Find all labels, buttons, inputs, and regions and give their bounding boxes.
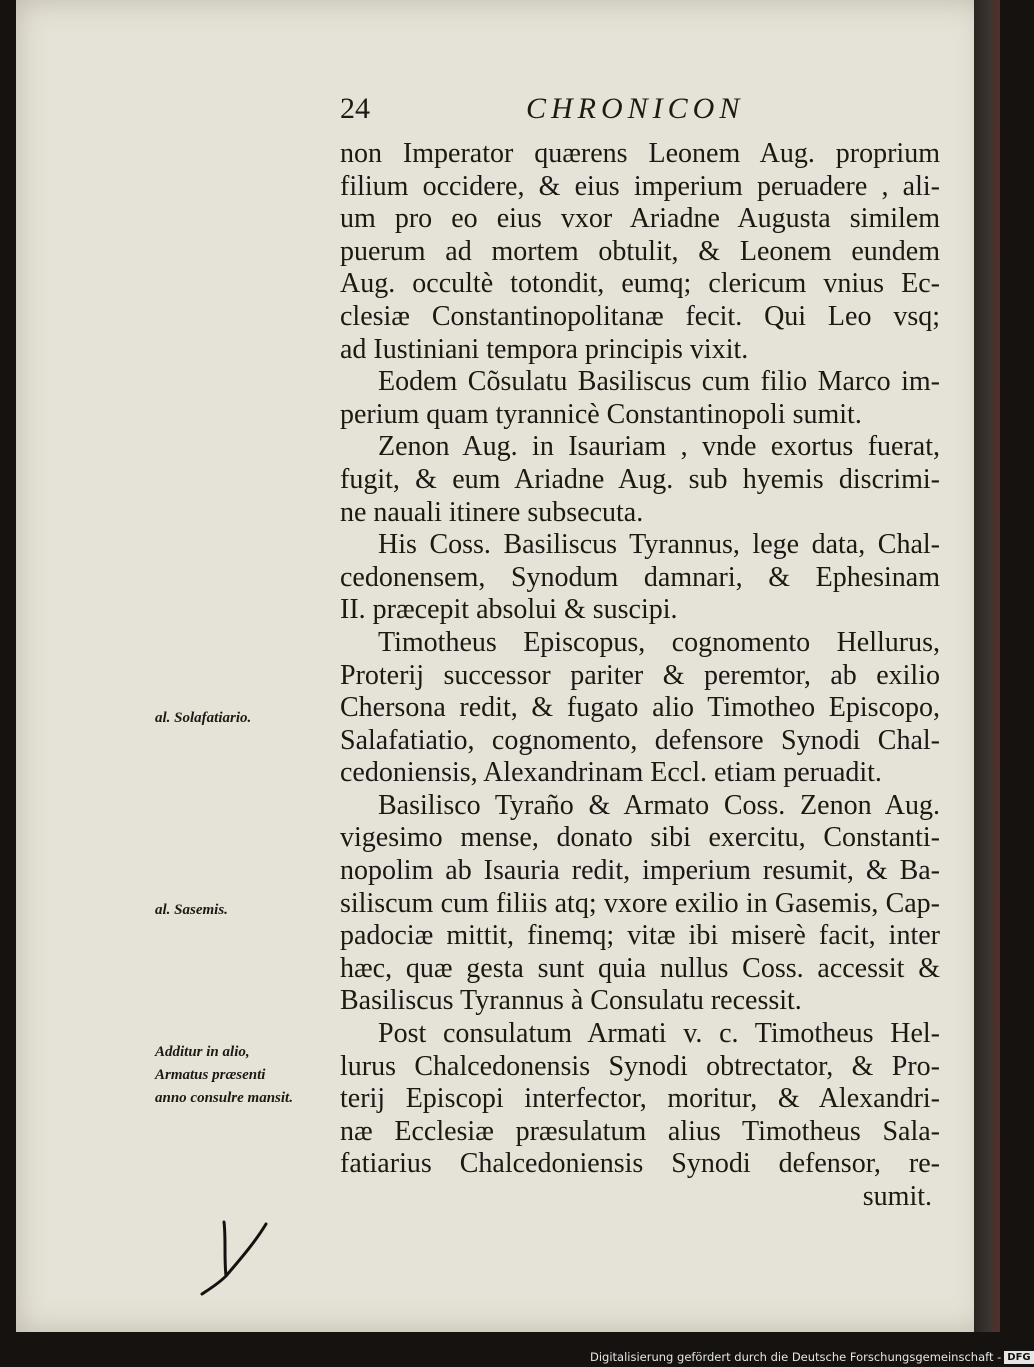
text-line: His Coss. Basiliscus Tyrannus, lege data, Chal- — [378, 529, 940, 561]
dfg-logo: DFG — [1004, 1351, 1033, 1364]
text-line: fugit, & eum Ariadne Aug. sub hyemis discrimi- — [340, 463, 940, 495]
text-line: ad Iustiniani tempora principis vixit. — [340, 333, 749, 365]
digitization-footer — [590, 1348, 1031, 1367]
margin-note: al. Solafatiario. — [155, 710, 252, 726]
text-line: ne nauali itinere subsecuta. — [340, 496, 644, 528]
text-line: lurus Chalcedonensis Synodi obtrectator, & Pro- — [340, 1050, 940, 1082]
text-line: terij Episcopi interfector, moritur, & Alexandri- — [340, 1083, 940, 1115]
text-line: vigesimo mense, donato sibi exercitu, Constanti- — [340, 822, 940, 854]
page-header — [320, 88, 920, 138]
text-line: um pro eo eius vxor Ariadne Augusta similem — [340, 203, 940, 235]
text-line: perium quam tyrannicè Constantinopoli sumit. — [340, 398, 862, 430]
text-line: næ Ecclesiæ præsulatum alius Timotheus Sala- — [340, 1115, 940, 1147]
margin-note: Additur in alio, — [155, 1044, 250, 1060]
margin-note: anno consulre mansit. — [155, 1090, 293, 1106]
text-line: cedoniensis, Alexandrinam Eccl. etiam peruadit. — [340, 757, 882, 789]
page-number: 24 — [340, 92, 370, 125]
handwritten-mark — [196, 1218, 276, 1298]
text-line: Post consulatum Armati v. c. Timotheus Hel- — [378, 1018, 940, 1050]
text-line: Timotheus Episcopus, cognomento Hellurus, — [378, 626, 940, 658]
text-line: non Imperator quærens Leonem Aug. proprium — [340, 138, 940, 169]
text-line: puerum ad mortem obtulit, & Leonem eundem — [340, 235, 940, 267]
text-line: Basilisco Tyraño & Armato Coss. Zenon Aug. — [378, 789, 940, 821]
margin-note: al. Sasemis. — [155, 902, 228, 918]
text-line: filium occidere, & eius imperium peruadere , ali- — [340, 170, 940, 202]
text-line: clesiæ Constantinopolitanæ fecit. Qui Leo vsq; — [340, 300, 940, 332]
text-line: nopolim ab Isauria redit, imperium resumit, & Ba- — [340, 855, 940, 887]
text-line: fatiarius Chalcedoniensis Synodi defensor, re- — [340, 1148, 940, 1180]
footer-text: Digitalisierung gefördert durch die Deutsche Forschungsgemeinschaft - — [590, 1350, 1002, 1364]
running-title: CHRONICON — [526, 92, 745, 125]
text-line: Proterij successor pariter & peremtor, ab exilio — [340, 659, 940, 691]
text-line: Basiliscus Tyrannus à Consulatu recessit. — [340, 985, 802, 1017]
text-line: sumit. — [862, 1181, 932, 1212]
page-edge — [974, 0, 1000, 1332]
text-line: siliscum cum filiis atq; vxore exilio in Gasemis, Cap- — [340, 887, 940, 919]
text-line: II. præcepit absolui & suscipi. — [340, 594, 678, 626]
text-line: hæc, quæ gesta sunt quia nullus Coss. accessit & — [340, 952, 940, 984]
text-line: Salafatiatio, cognomento, defensore Synodi Chal- — [340, 724, 940, 756]
text-line: Chersona redit, & fugato alio Timotheo Episcopo, — [340, 692, 940, 724]
text-line: cedonensem, Synodum damnari, & Ephesinam — [340, 561, 940, 593]
main-text — [340, 138, 940, 1214]
text-line: Eodem Cõsulatu Basiliscus cum filio Marco im- — [378, 366, 940, 398]
margin-note: Armatus præsenti — [155, 1067, 266, 1083]
text-line: Zenon Aug. in Isauriam , vnde exortus fuerat, — [378, 431, 940, 463]
text-line: Aug. occultè totondit, eumq; clericum vnius Ec- — [340, 268, 940, 300]
text-line: padociæ mittit, finemq; vitæ ibi miserè facit, inter — [340, 920, 940, 952]
